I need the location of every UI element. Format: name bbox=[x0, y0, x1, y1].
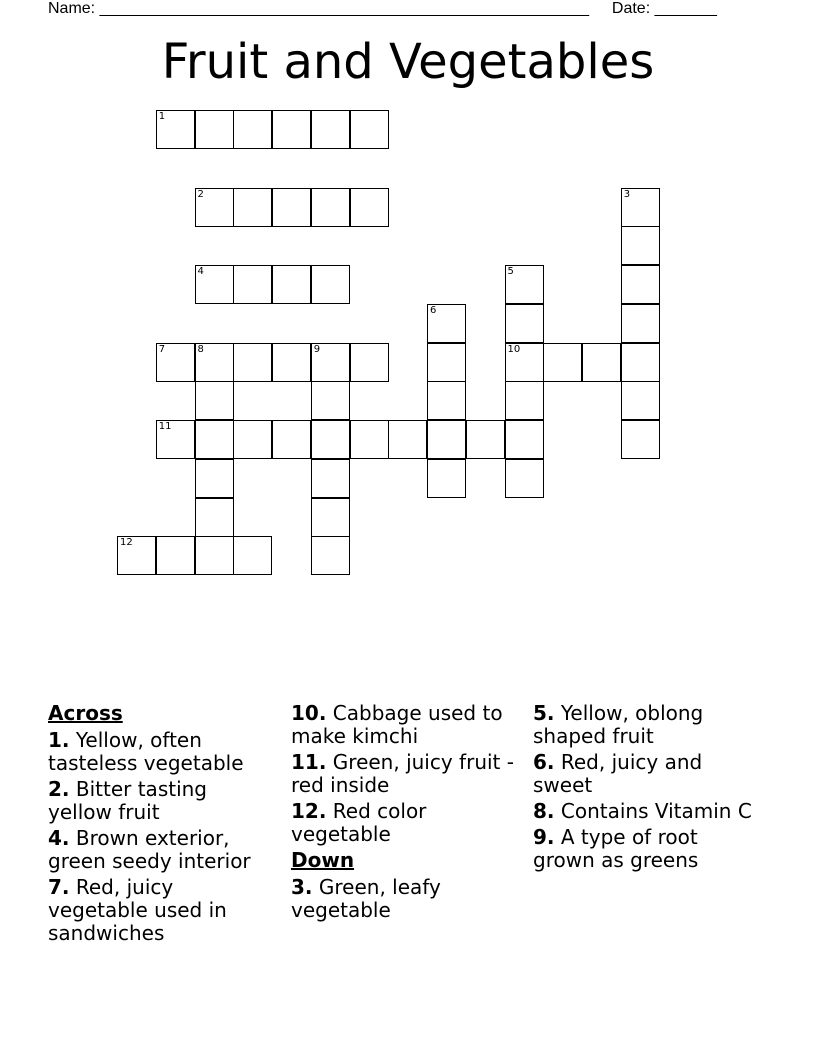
grid-cell[interactable] bbox=[466, 420, 505, 459]
grid-cell[interactable] bbox=[195, 459, 234, 498]
grid-cell[interactable] bbox=[117, 536, 156, 575]
grid-cell[interactable] bbox=[233, 265, 272, 304]
grid-cell[interactable] bbox=[427, 381, 466, 420]
grid-cell[interactable] bbox=[272, 265, 311, 304]
clue-item bbox=[291, 876, 516, 922]
grid-cell[interactable] bbox=[233, 110, 272, 149]
grid-cell[interactable] bbox=[195, 420, 234, 459]
grid-cell[interactable] bbox=[156, 343, 195, 382]
grid-cell[interactable] bbox=[311, 420, 350, 459]
clues-column-2 bbox=[291, 702, 516, 925]
grid-cell[interactable] bbox=[427, 343, 466, 382]
grid-cell[interactable] bbox=[156, 420, 195, 459]
clue-number: 3 bbox=[623, 188, 631, 200]
clue-item-text: Red color vegetable bbox=[291, 799, 427, 846]
clue-item-text: Green, juicy fruit - red inside bbox=[291, 750, 514, 797]
clue-item bbox=[533, 751, 758, 797]
clue-item bbox=[291, 702, 516, 748]
clue-item bbox=[48, 876, 268, 945]
clue-item-number: 5. bbox=[533, 701, 555, 725]
grid-cell[interactable] bbox=[427, 420, 466, 459]
grid-cell[interactable] bbox=[505, 343, 544, 382]
grid-cell[interactable] bbox=[195, 498, 234, 537]
grid-cell[interactable] bbox=[156, 536, 195, 575]
grid-cell[interactable] bbox=[233, 420, 272, 459]
grid-cell[interactable] bbox=[195, 110, 234, 149]
clue-number: 11 bbox=[158, 421, 172, 432]
clue-item-number: 2. bbox=[48, 777, 70, 801]
grid-cell[interactable] bbox=[621, 226, 660, 265]
grid-cell[interactable] bbox=[505, 265, 544, 304]
grid-cell[interactable] bbox=[427, 459, 466, 498]
clue-item bbox=[533, 826, 758, 872]
grid-cell[interactable] bbox=[195, 188, 234, 227]
clue-item-number: 4. bbox=[48, 826, 70, 850]
grid-cell[interactable] bbox=[311, 498, 350, 537]
clue-item-text: Red, juicy and sweet bbox=[533, 750, 703, 797]
date-blank[interactable]: _______ bbox=[654, 0, 717, 17]
grid-cell[interactable] bbox=[621, 343, 660, 382]
grid-cell[interactable] bbox=[311, 110, 350, 149]
grid-cell[interactable] bbox=[505, 459, 544, 498]
grid-cell[interactable] bbox=[272, 420, 311, 459]
clue-number: 8 bbox=[197, 343, 204, 355]
grid-cell[interactable] bbox=[311, 343, 350, 382]
grid-cell[interactable] bbox=[350, 188, 389, 227]
clue-number: 6 bbox=[430, 304, 437, 316]
grid-cell[interactable] bbox=[350, 420, 389, 459]
clue-number: 2 bbox=[197, 188, 204, 200]
clues-column-3 bbox=[533, 702, 758, 875]
clue-number: 12 bbox=[120, 537, 133, 549]
grid-cell[interactable] bbox=[272, 343, 311, 382]
clue-item-text: Cabbage used to make kimchi bbox=[291, 701, 503, 748]
name-blank[interactable]: _______________________________________________________ bbox=[99, 0, 589, 17]
clue-item-number: 8. bbox=[533, 799, 555, 823]
grid-cell[interactable] bbox=[350, 343, 389, 382]
grid-cell[interactable] bbox=[621, 304, 660, 343]
grid-cell[interactable] bbox=[543, 343, 582, 382]
grid-cell[interactable] bbox=[505, 381, 544, 420]
clue-item-text: A type of root grown as greens bbox=[533, 825, 699, 872]
grid-cell[interactable] bbox=[272, 110, 311, 149]
grid-cell[interactable] bbox=[427, 304, 466, 343]
grid-cell[interactable] bbox=[156, 110, 195, 149]
clue-number: 5 bbox=[507, 266, 514, 277]
clue-item-number: 7. bbox=[48, 875, 70, 899]
clue-item bbox=[291, 751, 516, 797]
grid-cell[interactable] bbox=[311, 536, 350, 575]
clue-item bbox=[533, 800, 758, 823]
clue-item-text: Red, juicy vegetable used in sandwiches bbox=[48, 875, 227, 945]
clue-item bbox=[48, 729, 268, 775]
clue-item bbox=[533, 702, 758, 748]
clue-item-number: 6. bbox=[533, 750, 555, 774]
grid-cell[interactable] bbox=[272, 188, 311, 227]
grid-cell[interactable] bbox=[388, 420, 427, 459]
grid-cell[interactable] bbox=[582, 343, 621, 382]
grid-cell[interactable] bbox=[311, 265, 350, 304]
grid-cell[interactable] bbox=[195, 265, 234, 304]
clue-number: 10 bbox=[507, 343, 521, 355]
grid-cell[interactable] bbox=[311, 188, 350, 227]
clue-item-text: Yellow, oblong shaped fruit bbox=[533, 701, 704, 748]
page-title: Fruit and Vegetables bbox=[161, 34, 655, 90]
clue-number: 7 bbox=[158, 343, 166, 355]
clue-item-text: Brown exterior, green seedy interior bbox=[48, 826, 251, 873]
grid-cell[interactable] bbox=[233, 343, 272, 382]
date-label: Date: bbox=[611, 0, 651, 17]
clue-item-text: Bitter tasting yellow fruit bbox=[48, 777, 208, 824]
grid-cell[interactable] bbox=[621, 265, 660, 304]
grid-cell[interactable] bbox=[195, 343, 234, 382]
grid-cell[interactable] bbox=[621, 420, 660, 459]
clue-item-number: 9. bbox=[533, 825, 555, 849]
across-heading: Across bbox=[48, 701, 123, 725]
clue-item-number: 10. bbox=[291, 701, 327, 725]
clue-item bbox=[48, 827, 268, 873]
grid-cell[interactable] bbox=[195, 536, 234, 575]
clue-item bbox=[48, 778, 268, 824]
grid-cell[interactable] bbox=[233, 188, 272, 227]
grid-cell[interactable] bbox=[621, 188, 660, 227]
clue-item bbox=[291, 800, 516, 846]
grid-cell[interactable] bbox=[350, 110, 389, 149]
grid-cell[interactable] bbox=[505, 420, 544, 459]
clues-column-1 bbox=[48, 702, 268, 948]
clue-number: 1 bbox=[158, 111, 166, 122]
grid-cell[interactable] bbox=[195, 381, 234, 420]
down-heading: Down bbox=[291, 848, 355, 872]
clue-item-number: 12. bbox=[291, 799, 327, 823]
grid-cell[interactable] bbox=[505, 304, 544, 343]
clue-number: 9 bbox=[313, 343, 321, 355]
clue-item-text: Yellow, often tasteless vegetable bbox=[48, 728, 244, 775]
clue-item-number: 11. bbox=[291, 750, 327, 774]
name-label: Name: bbox=[48, 0, 96, 17]
clue-item-text: Green, leafy vegetable bbox=[291, 875, 441, 922]
clue-item-text: Contains Vitamin C bbox=[554, 799, 752, 823]
grid-cell[interactable] bbox=[311, 381, 350, 420]
grid-cell[interactable] bbox=[621, 381, 660, 420]
grid-cell[interactable] bbox=[311, 459, 350, 498]
clue-item-number: 3. bbox=[291, 875, 313, 899]
clue-item-number: 1. bbox=[48, 728, 70, 752]
grid-cell[interactable] bbox=[233, 536, 272, 575]
clue-number: 4 bbox=[197, 266, 204, 277]
